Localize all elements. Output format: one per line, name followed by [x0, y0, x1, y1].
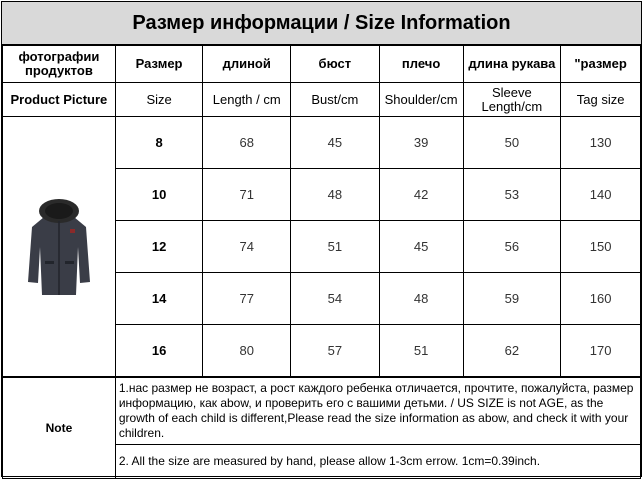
header-sleeve-ru: длина рукава	[463, 46, 561, 83]
sleeve-cell: 56	[463, 221, 561, 273]
tag-cell: 170	[561, 325, 641, 377]
tag-cell: 140	[561, 169, 641, 221]
size-cell: 12	[115, 221, 203, 273]
sleeve-cell: 50	[463, 117, 561, 169]
table-row	[3, 117, 641, 169]
note-line-1: 1.нас размер не возраст, а рост каждого ребенка отличается, прочтите, пожалуйста, размер информацию, как abow, и проверить его с вашими детьми. / US SIZE is not AGE, as the growth of each child is different,Please read the size information as abow, and check it with your children.	[115, 378, 640, 445]
header-size-en: Size	[115, 83, 203, 117]
header-row-ru	[3, 46, 641, 83]
chart-title: Размер информации / Size Information	[2, 2, 641, 45]
header-picture-ru: фотографии продуктов	[3, 46, 116, 83]
length-cell: 74	[203, 221, 291, 273]
note-label: Note	[3, 378, 116, 479]
length-cell: 68	[203, 117, 291, 169]
tag-cell: 150	[561, 221, 641, 273]
size-cell: 10	[115, 169, 203, 221]
header-tag-en: Tag size	[561, 83, 641, 117]
tag-cell: 160	[561, 273, 641, 325]
bust-cell: 57	[291, 325, 380, 377]
sleeve-cell: 59	[463, 273, 561, 325]
header-sleeve-en: Sleeve Length/cm	[463, 83, 561, 117]
length-cell: 80	[203, 325, 291, 377]
size-cell: 8	[115, 117, 203, 169]
coat-icon	[14, 187, 104, 307]
bust-cell: 45	[291, 117, 380, 169]
header-shoulder-en: Shoulder/cm	[379, 83, 463, 117]
shoulder-cell: 48	[379, 273, 463, 325]
product-picture	[3, 117, 116, 377]
bust-cell: 51	[291, 221, 380, 273]
length-cell: 77	[203, 273, 291, 325]
header-length-ru: длиной	[203, 46, 291, 83]
header-bust-en: Bust/cm	[291, 83, 380, 117]
size-cell: 14	[115, 273, 203, 325]
size-chart	[1, 1, 642, 477]
sleeve-cell: 62	[463, 325, 561, 377]
length-cell: 71	[203, 169, 291, 221]
sleeve-cell: 53	[463, 169, 561, 221]
header-tag-ru: "размер	[561, 46, 641, 83]
header-row-en	[3, 83, 641, 117]
header-shoulder-ru: плечо	[379, 46, 463, 83]
header-picture-en: Product Picture	[3, 83, 116, 117]
header-size-ru: Размер	[115, 46, 203, 83]
note-line-2: 2. All the size are measured by hand, please allow 1-3cm errow. 1cm=0.39inch.	[115, 445, 640, 479]
shoulder-cell: 42	[379, 169, 463, 221]
shoulder-cell: 45	[379, 221, 463, 273]
header-length-en: Length / cm	[203, 83, 291, 117]
bust-cell: 54	[291, 273, 380, 325]
header-bust-ru: бюст	[291, 46, 380, 83]
note-section	[2, 377, 641, 479]
shoulder-cell: 39	[379, 117, 463, 169]
shoulder-cell: 51	[379, 325, 463, 377]
tag-cell: 130	[561, 117, 641, 169]
size-cell: 16	[115, 325, 203, 377]
size-table	[2, 45, 641, 377]
bust-cell: 48	[291, 169, 380, 221]
